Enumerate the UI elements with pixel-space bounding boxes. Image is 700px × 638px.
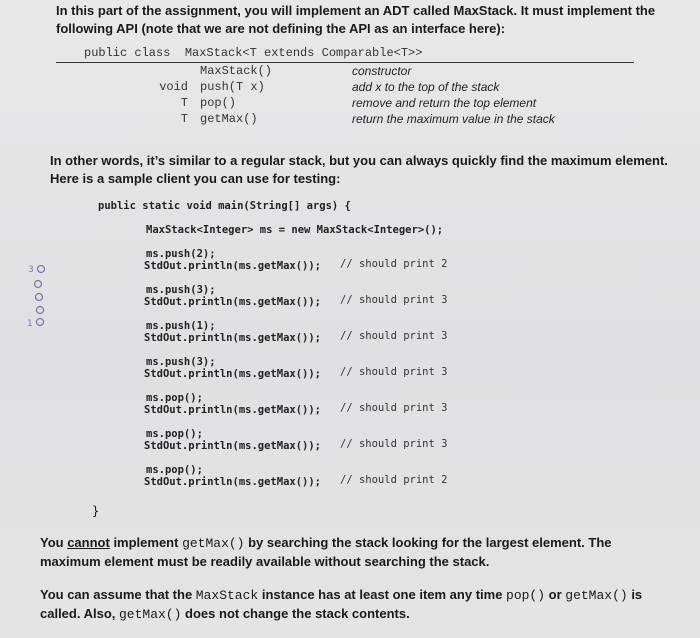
code-comment: // should print 3 [340, 402, 448, 414]
code-comment: // should print 3 [340, 366, 448, 378]
footer-p2-mid-1: instance has at least one item any time [258, 587, 507, 602]
code-print-line: StdOut.println(ms.getMax()); [144, 404, 322, 416]
footer-p2-code-1: MaxStack [195, 588, 259, 603]
intro-line-1: In this part of the assignment, you will implement an ADT called MaxStack. It must implement the [56, 3, 656, 18]
api-row-1-desc: constructor [352, 64, 412, 78]
scribble-circle-4 [37, 307, 44, 314]
footer-p2-l2-code: getMax() [119, 607, 182, 622]
api-row-2-sig: push(T x) [200, 80, 265, 94]
code-op-line: ms.pop(); [146, 392, 203, 404]
code-op-line: ms.push(3); [146, 284, 216, 296]
code-comment: // should print 2 [340, 258, 448, 270]
footer-p1-pre: You [40, 535, 68, 550]
footer-p2-l2-post: change the stack contents. [239, 606, 410, 621]
code-comment: // should print 2 [340, 474, 448, 486]
api-row-2-desc: add x to the top of the stack [352, 80, 500, 94]
footer-p2-pre: You can assume that the [40, 587, 196, 602]
api-row-4-desc: return the maximum value in the stack [352, 112, 555, 126]
code-closing-brace: } [92, 504, 100, 518]
code-print-line: StdOut.println(ms.getMax()); [144, 476, 322, 488]
footer-p2-l2-mid: does [181, 606, 219, 621]
code-comment: // should print 3 [340, 438, 448, 450]
code-op-line: ms.pop(); [146, 428, 203, 440]
intro-line-2-bold: not [248, 21, 269, 36]
code-op-line: ms.push(1); [146, 320, 216, 332]
code-print-line: StdOut.println(ms.getMax()); [144, 332, 322, 344]
footer-p2-l2-bold: not [219, 606, 240, 621]
api-row-1-sig: MaxStack() [200, 64, 273, 78]
api-row-3-desc: remove and return the top element [352, 96, 537, 110]
code-op-line: ms.push(3); [146, 356, 216, 368]
footer-p2-code-3: getMax() [565, 588, 628, 603]
api-header: public class MaxStack<T extends Comparable<T>> [84, 46, 423, 60]
middle-line-1: In other words, it’s similar to a regular stack, but you can always quickly find the maximum element. [50, 153, 668, 168]
footer-p2-line-2 [40, 605, 410, 624]
footer-p2-l2-pre: called. Also, [40, 606, 119, 621]
code-signature: public static void main(String[] args) { [98, 200, 351, 212]
scribble-circle-3 [36, 294, 43, 301]
footer-p1-underline: cannot [67, 535, 110, 550]
scribble-circle-1 [38, 266, 45, 273]
footer-p2-post: is [627, 587, 643, 602]
scribble-digit-bottom: 1 [27, 319, 33, 329]
footer-p1-code: getMax() [182, 536, 245, 551]
code-print-line: StdOut.println(ms.getMax()); [144, 296, 322, 308]
footer-p2-code-2: pop() [506, 588, 546, 603]
intro-line-2 [56, 20, 505, 38]
footer-p2-mid-2: or [545, 587, 566, 602]
scribble-digit-top: 3 [28, 265, 34, 275]
middle-line-2: Here is a sample client you can use for testing: [50, 171, 341, 186]
code-declaration: MaxStack<Integer> ms = new MaxStack<Integer>(); [146, 224, 444, 236]
intro-line-2-post: defining the API as an interface here): [268, 21, 506, 36]
footer-p1-mid: implement [109, 535, 183, 550]
footer-p1-line-2: maximum element must be readily available without searching the stack. [40, 554, 490, 569]
scribble-circle-5 [37, 319, 44, 326]
api-row-3-ret: T [180, 96, 188, 110]
api-row-3-sig: pop() [200, 96, 237, 110]
code-print-line: StdOut.println(ms.getMax()); [144, 368, 322, 380]
footer-p1-line-1 [40, 534, 611, 553]
scribble-circle-2 [35, 281, 42, 288]
code-op-line: ms.push(2); [146, 248, 216, 260]
api-row-4-sig: getMax() [200, 112, 258, 126]
pen-scribble-marks [26, 262, 48, 332]
code-print-line: StdOut.println(ms.getMax()); [144, 260, 322, 272]
code-comment: // should print 3 [340, 330, 448, 342]
api-row-4-ret: T [180, 112, 188, 126]
footer-p1-post: by searching the stack looking for the largest element. The [244, 535, 612, 550]
intro-line-2-pre: following API (note that we are [56, 21, 249, 36]
code-print-line: StdOut.println(ms.getMax()); [144, 440, 322, 452]
api-header-rule [56, 62, 634, 63]
api-row-2-ret: void [159, 80, 188, 94]
footer-p2-line-1 [40, 586, 642, 605]
code-comment: // should print 3 [340, 294, 448, 306]
code-op-line: ms.pop(); [146, 464, 203, 476]
